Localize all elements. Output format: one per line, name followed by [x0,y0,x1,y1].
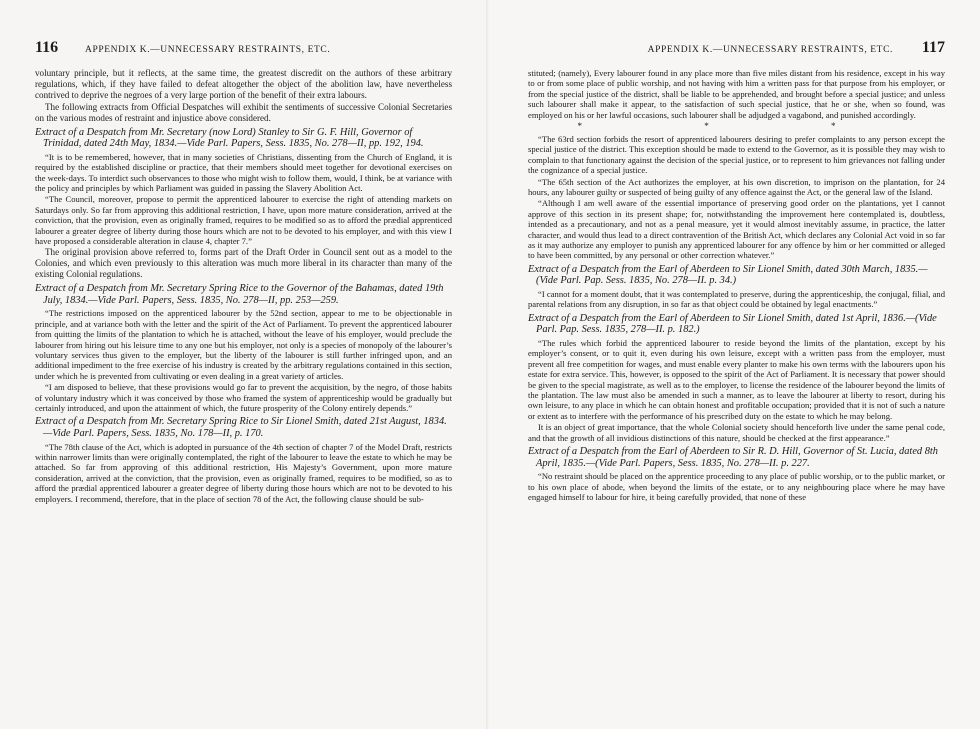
left-text-body [35,68,452,729]
left-extract-heading-1: Extract of a Despatch from Mr. Secretary (now Lord) Stanley to Sir G. F. Hill, Governor of Trinidad, dated 24th May, 1834.—Vide Parl. Papers, Sess. 1835, No. 278—II, pp. 192, 194. [35,126,424,150]
right-para-4: “I cannot for a moment doubt, that it was contemplated to preserve, during the apprenticeship, the conjugal, filial, and parental relations from any disruption, in so far as that object could be obtained by legal enactments.” [528,289,945,310]
right-intro: stituted; (namely), Every labourer found in any place more than five miles distant from his residence, except in his way to or from some place of public worship, and not having with him a written pass for that purpose from his employer, or from the special justice of the district, shall be liable to be apprehended, and brought before a special justice; and unless such labourer shall make it appear, to the satisfaction of such special justice, that he or she, when so found, was employed on his or her lawful occasions, such labourer shall be adjudged a vagabond, and punished accordingly. [528,68,945,120]
section-break-stars: * * * [577,121,896,132]
right-page-number: 117 [921,39,945,56]
right-para-3: “Although I am well aware of the essential importance of preserving good order on the plantations, yet I cannot approve of this section in its present shape; for, notwithstanding the improvement here contemplated is, doubtless, intended as a precautionary, and not as a penal measure, yet it would almost inevitably assume, in practice, the latter character, and would thus lead to a direct contravention of the British Act, which declares any Colonial Act void in so far as it may authorize any employer to punish any apprenticed labourer for any offence by him or her committed or alleged to have been committed, by any personal or other correction whatever.” [528,198,945,261]
left-para-1: “It is to be remembered, however, that in many societies of Christians, dissenting from the Church of England, it is required by the established discipline or practice, that their members should meet together for devotional exercises on the week-days. To interdict such observances to those who might wish to follow them, would, I think, be at variance with the policy and principles by which Parliament was guided in passing the Slavery Abolition Act. [35,151,452,193]
right-para-5: “The rules which forbid the apprenticed labourer to reside beyond the limits of the plantation, except by his employer’s consent, or to quit it, even during his own leisure, except with a written pass from the employer, must prevent all free competition for wages, and must enable every planter to make his own terms with the labourers upon his estate for extra service. This, however, is opposed to the spirit of the Act of Parliament. It is necessary that power should be given to the special magistrate, as well as to the employer, to license the residence of the labourer beyond the limits of the plantation. The law must also be amended in such a manner, as to leave the labourer at liberty to resort, during his own leisure, to any place in which he can obtain honest and profitable occupation; provided that it is not of such a nature or extent as to interfere with the performance of his prescribed duty on the estate to which he may belong. [528,338,945,421]
right-para-2: “The 65th section of the Act authorizes the employer, at his own discretion, to imprison on the plantation, for 24 hours, any labourer guilty or suspected of being guilty of any offence against the Act, or the general law of the Island. [528,176,945,197]
left-para-6: “The 78th clause of the Act, which is adopted in pursuance of the 4th section of chapter 7 of the Model Draft, restricts within narrower limits than were originally contemplated, the right of the labourer to leave the estate to which he may be attached. So far from approving of this additional restriction, His Majesty’s Government, upon more mature consideration, arrived at the conviction, that the provision, even as originally framed, requires to be modified, so as to afford the prædial apprenticed labourer a greater degree of liberty during those hours which are not to be devoted to his employers. I recommend, therefore, that in the place of section 78 of the Act, the following clause should be sub- [35,441,452,504]
left-running-title: APPENDIX K.—UNNECESSARY RESTRAINTS, ETC. [85,45,331,55]
left-intro: voluntary principle, but it reflects, at the same time, the greatest discredit on the authors of these arbitrary regulations, which, if they have failed to defeat altogether the object of the abolition law, have nevertheless contrived to deprive the negroes of a very large portion of the benefit of their extra labours. [35,68,452,100]
left-para-4: “The restrictions imposed on the apprenticed labourer by the 52nd section, appear to me to be objectionable in principle, and at variance both with the letter and the spirit of the Act of Parliament. To prevent the apprenticed labourer from quitting the limits of the plantation to which he is attached, without the leave of his employer, would preclude the labourer from hiring out his leisure time to any one but his employer, not only is a species of monopoly of the labourer’s voluntary services thus given to the employer, but the liberty of the labourer is still further infringed upon, and an additional impediment to the free exercise of his industry is created by the arbitrary regulations contained in this section, under which he is prevented from cultivating or even dealing in a great variety of articles. [35,308,452,381]
left-extract-heading-3: Extract of a Despatch from Mr. Secretary Spring Rice to Sir Lionel Smith, dated 21st August, 1834.—Vide Parl. Papers, Sess. 1835, No. 178—II, p. 170. [35,416,447,439]
right-text-body [528,68,945,729]
right-para-1: “The 63rd section forbids the resort of apprenticed labourers desiring to prefer complaints to any person except the special justice of the district. This exception should be made to extend to the Governor, as it is possible they may wish to complain to that functionary against the decision of the special justice, or to represent to him grievances not falling under the cognizance of a special justice. [528,133,945,176]
left-page-number: 116 [35,39,59,56]
right-extract-heading-3: Extract of a Despatch from the Earl of Aberdeen to Sir R. D. Hill, Governor of St. Lucia, dated 8th April, 1835.—(Vide Parl. Papers, Sess. 1835, No. 278—II. p. 227. [528,446,938,469]
right-running-title: APPENDIX K.—UNNECESSARY RESTRAINTS, ETC. [647,45,893,55]
right-para-7: “No restraint should be placed on the apprentice proceeding to any place of public worship, or to the public market, or to his own place of abode, when beyond the limits of the estate, or to any neighbouring place where he may have engaged himself to labour for hire, it being carefully provided, that none of these [528,471,945,503]
right-para-6: It is an object of great importance, that the whole Colonial society should henceforth live under the same penal code, and that the growth of all invidious distinctions of this nature, should be checked at the first appearance.” [528,422,945,443]
right-page [490,0,980,729]
left-para-2: “The Council, moreover, propose to permit the apprenticed labourer to exercise the right of attending markets on Saturdays only. So far from approving this additional restriction, I have, upon more mature consideration, arrived at the conviction, that the provision, even as originally framed, requires to be modified so as to afford the prædial apprenticed labourer a greater degree of liberty during those hours which are not to be devoted to his employer, and with this view I have proposed a considerable alteration in clause 4, chapter 7.” [35,194,452,246]
left-para-5: “I am disposed to believe, that these provisions would go far to prevent the acquisition, by the negro, of those habits of voluntary industry which it was conceived by those who framed the system of apprenticeship would be gradually but certainly introduced, and upon the attainment of which, the future prosperity of the Colony entirely depends.” [35,382,452,413]
right-extract-heading-2: Extract of a Despatch from the Earl of Aberdeen to Sir Lionel Smith, dated 1st April, 1836.—(Vide Parl. Pap. Sess. 1835, 278—II. p. 182.) [528,312,937,336]
left-extract-heading-2: Extract of a Despatch from Mr. Secretary Spring Rice to the Governor of the Bahamas, dated 19th July, 1834.—Vide Parl. Papers, Sess. 1835, No. 278—II, pp. 253—259. [35,283,444,306]
left-para-3: The original provision above referred to, forms part of the Draft Order in Council sent out as a model to the Colonies, and which even previously to this alteration was much more liberal in its character than many of the existing Colonial regulations. [35,247,452,280]
right-extract-heading-1: Extract of a Despatch from the Earl of Aberdeen to Sir Lionel Smith, dated 30th March, 1835.—(Vide Parl. Pap. Sess. 1835, No. 278—II. p. 34.) [528,263,928,287]
left-intro-2: The following extracts from Official Despatches will exhibit the sentiments of successive Colonial Secretaries on the various modes of restraint and injustice above considered. [35,101,452,123]
